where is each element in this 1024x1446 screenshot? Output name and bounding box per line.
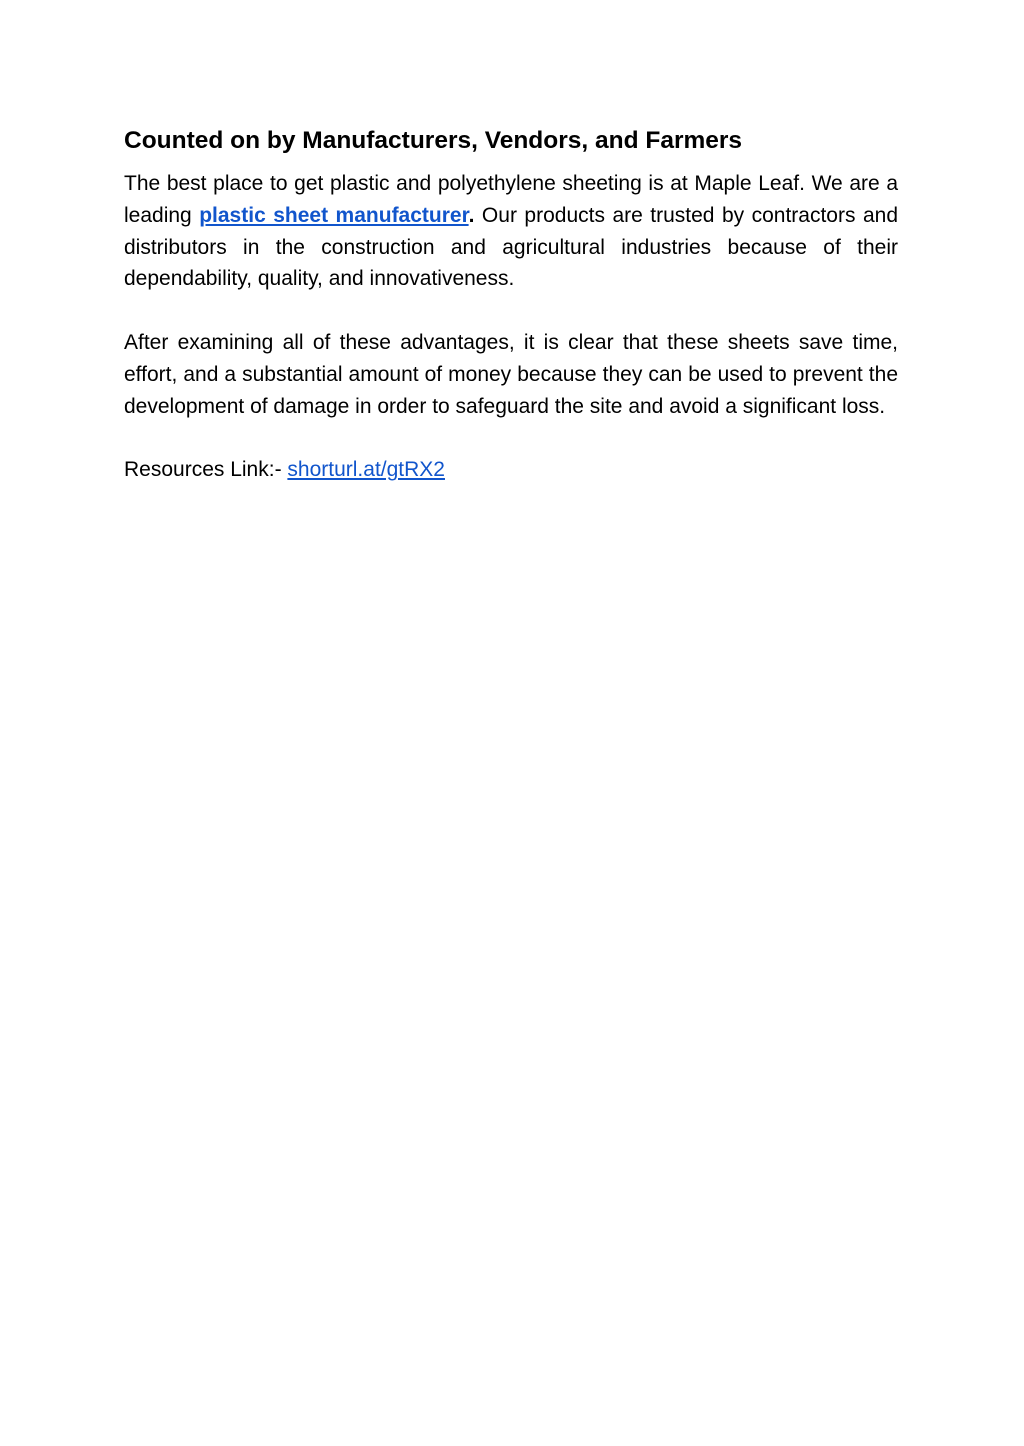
resources-label: Resources Link:- bbox=[124, 458, 288, 482]
paragraph-intro-text-start: The best place to get plastic and polyethylene sheeting is at Maple Leaf. We are a leading bbox=[124, 172, 898, 227]
plastic-sheet-manufacturer-link[interactable]: plastic sheet manufacturer bbox=[199, 203, 469, 227]
document-page bbox=[124, 120, 898, 486]
paragraph-intro bbox=[124, 168, 898, 295]
paragraph-spacer bbox=[124, 295, 898, 327]
paragraph-spacer bbox=[124, 422, 898, 454]
document-heading: Counted on by Manufacturers, Vendors, and Farmers bbox=[124, 127, 743, 154]
resources-link[interactable]: shorturl.at/gtRX2 bbox=[287, 458, 445, 482]
paragraph-intro-text-end: Our products are trusted by contractors and distributors in the construction and agricultural industries because of their dependability, quality, and innovativeness. bbox=[124, 203, 898, 291]
paragraph-intro-period: . bbox=[468, 203, 475, 227]
resources-line bbox=[124, 454, 898, 486]
paragraph-advantages: After examining all of these advantages, it is clear that these sheets save time, effort, and a substantial amount of money because they can be used to prevent the development of damage in order to safeguard the site and avoid a significant loss. bbox=[124, 330, 898, 418]
